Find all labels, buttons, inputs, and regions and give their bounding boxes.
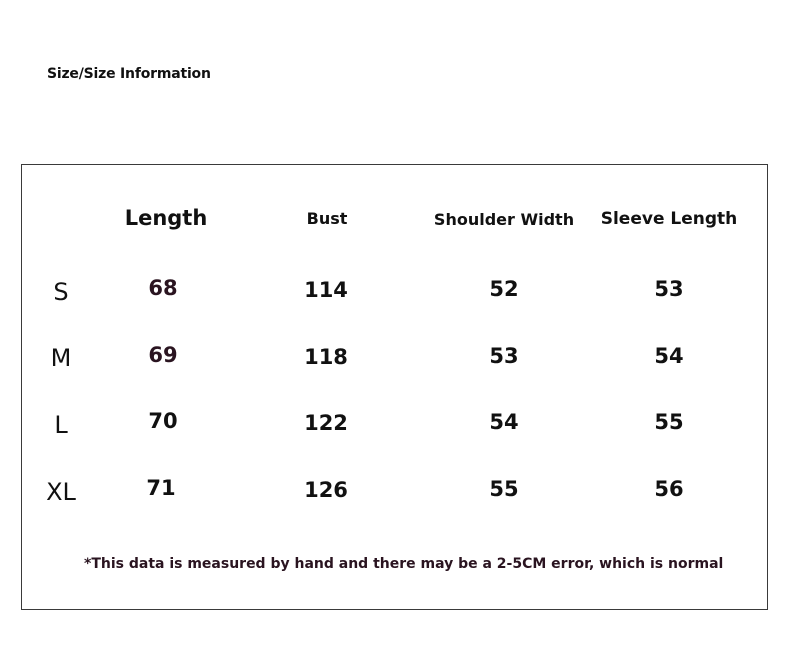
cell-m-bust: 118	[304, 345, 348, 369]
measurement-note: *This data is measured by hand and there may be a 2-5CM error, which is normal	[84, 556, 724, 572]
size-label-xl: XL	[46, 478, 76, 506]
cell-xl-sleeve-length: 56	[654, 477, 684, 501]
cell-s-bust: 114	[304, 278, 348, 302]
cell-m-sleeve-length: 54	[654, 344, 684, 368]
cell-xl-length: 71	[146, 476, 176, 500]
cell-m-length: 69	[148, 343, 178, 367]
cell-s-sleeve-length: 53	[654, 277, 684, 301]
size-label-l: L	[54, 411, 68, 439]
size-table-frame	[21, 164, 768, 610]
cell-xl-bust: 126	[304, 478, 348, 502]
cell-l-sleeve-length: 55	[654, 410, 684, 434]
header-shoulder-width: Shoulder Width	[433, 210, 575, 229]
cell-s-shoulder-width: 52	[489, 277, 519, 301]
cell-l-shoulder-width: 54	[489, 410, 519, 434]
cell-l-bust: 122	[304, 411, 348, 435]
cell-xl-shoulder-width: 55	[489, 477, 519, 501]
cell-l-length: 70	[148, 409, 178, 433]
size-label-m: M	[50, 344, 72, 372]
cell-s-length: 68	[148, 276, 178, 300]
page-title: Size/Size Information	[47, 66, 211, 82]
header-bust: Bust	[306, 209, 348, 228]
cell-m-shoulder-width: 53	[489, 344, 519, 368]
header-sleeve-length: Sleeve Length	[600, 209, 738, 229]
header-length: Length	[124, 206, 208, 230]
size-label-s: S	[53, 278, 69, 306]
